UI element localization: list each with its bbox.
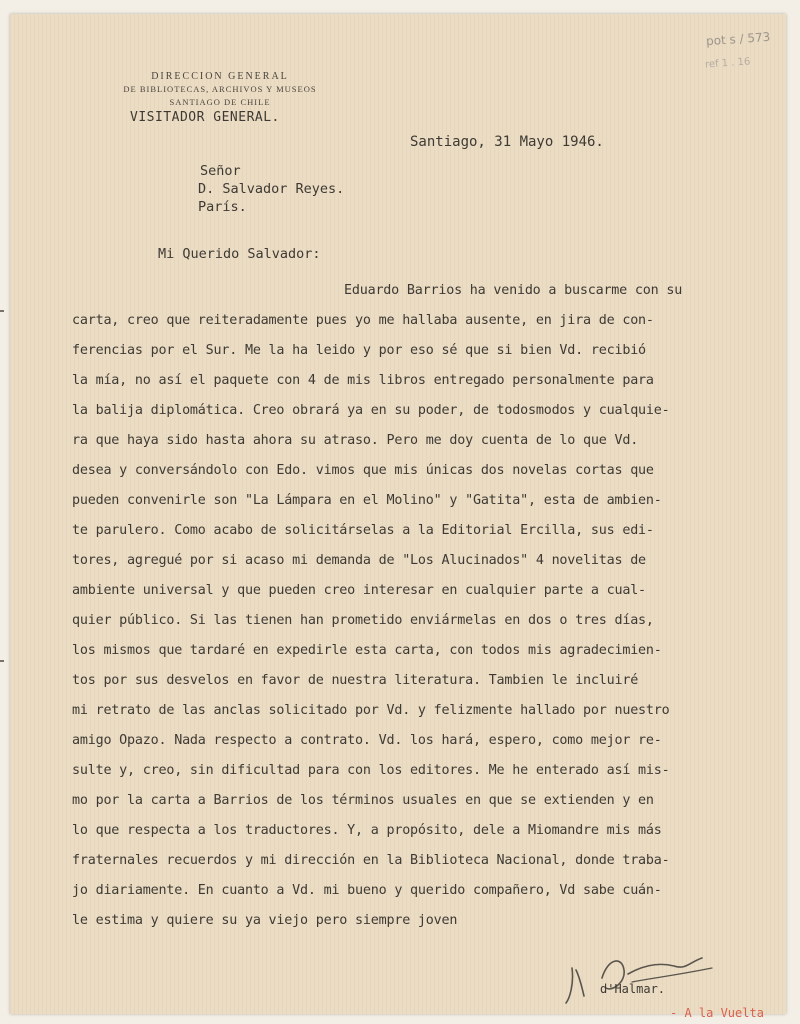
letter-body [72, 276, 772, 936]
addressee-city: París. [198, 199, 247, 215]
letterhead-line-3: SANTIAGO DE CHILE [169, 97, 271, 107]
letter-greeting: Mi Querido Salvador: [158, 246, 321, 262]
body-line: quier público. Si las tienen han prometido enviármelas en dos o tres días, [72, 613, 654, 628]
letterhead-line-1: DIRECCION GENERAL [151, 71, 289, 82]
typed-signature: d'Halmar. [600, 982, 666, 996]
body-line: carta, creo que reiteradamente pues yo me hallaba ausente, en jira de con- [72, 313, 654, 328]
body-line: sulte y, creo, sin dificultad para con los editores. Me he enterado así mis- [72, 763, 670, 778]
letterhead [90, 70, 350, 125]
body-line: la balija diplomática. Creo obrará ya en su poder, de todosmodos y cualquie- [72, 403, 670, 418]
body-line: fraternales recuerdos y mi dirección en la Biblioteca Nacional, donde traba- [72, 853, 670, 868]
body-line: mi retrato de las anclas solicitado por Vd. y felizmente hallado por nuestro [72, 703, 670, 718]
addressee-name: D. Salvador Reyes. [198, 181, 345, 197]
body-line: pueden convenirle son "La Lámpara en el Molino" y "Gatita", esta de ambien- [72, 493, 662, 508]
letterhead-line-2: DE BIBLIOTECAS, ARCHIVOS Y MUSEOS [123, 84, 317, 94]
body-line: te parulero. Como acabo de solicitárselas a la Editorial Ercilla, sus edi- [72, 523, 654, 538]
letterhead-visitador: VISITADOR GENERAL. [130, 110, 280, 125]
body-line: la mía, no así el paquete con 4 de mis libros entregado personalmente para [72, 373, 654, 388]
archive-pencil-note-secondary: ref 1 . 16 [704, 56, 751, 71]
addressee-block [198, 162, 344, 216]
body-line: tores, agregué por si acaso mi demanda de "Los Alucinados" 4 novelitas de [72, 553, 646, 568]
continuation-note: - A la Vuelta [670, 1006, 764, 1020]
handwritten-signature [562, 948, 732, 1008]
body-line: ferencias por el Sur. Me la ha leido y por eso sé que si bien Vd. recibió [72, 343, 646, 358]
body-line: Eduardo Barrios ha venido a buscarme con su [344, 283, 683, 298]
margin-mark [0, 660, 4, 662]
body-line: ra que haya sido hasta ahora su atraso. Pero me doy cuenta de lo que Vd. [72, 433, 639, 448]
letter-date: Santiago, 31 Mayo 1946. [410, 134, 604, 150]
body-line: mo por la carta a Barrios de los términos usuales en que se extienden y en [72, 793, 654, 808]
body-line: ambiente universal y que pueden creo interesar en cualquier parte a cual- [72, 583, 646, 598]
body-line: los mismos que tardaré en expedirle esta carta, con todos mis agradecimien- [72, 643, 662, 658]
body-line: lo que respecta a los traductores. Y, a propósito, dele a Miomandre mis más [72, 823, 662, 838]
body-line: le estima y quiere su ya viejo pero siempre joven [72, 913, 458, 928]
archive-pencil-note: pot s / 573 [705, 29, 771, 49]
body-line: desea y conversándolo con Edo. vimos que mis únicas dos novelas cortas que [72, 463, 654, 478]
addressee-salutation: Señor [200, 163, 241, 179]
margin-mark [0, 310, 4, 312]
body-line: tos por sus desvelos en favor de nuestra literatura. Tambien le incluiré [72, 673, 639, 688]
body-line: amigo Opazo. Nada respecto a contrato. Vd. los hará, espero, como mejor re- [72, 733, 662, 748]
body-line: jo diariamente. En cuanto a Vd. mi bueno y querido compañero, Vd sabe cuán- [72, 883, 662, 898]
letter-sheet [10, 14, 786, 1020]
